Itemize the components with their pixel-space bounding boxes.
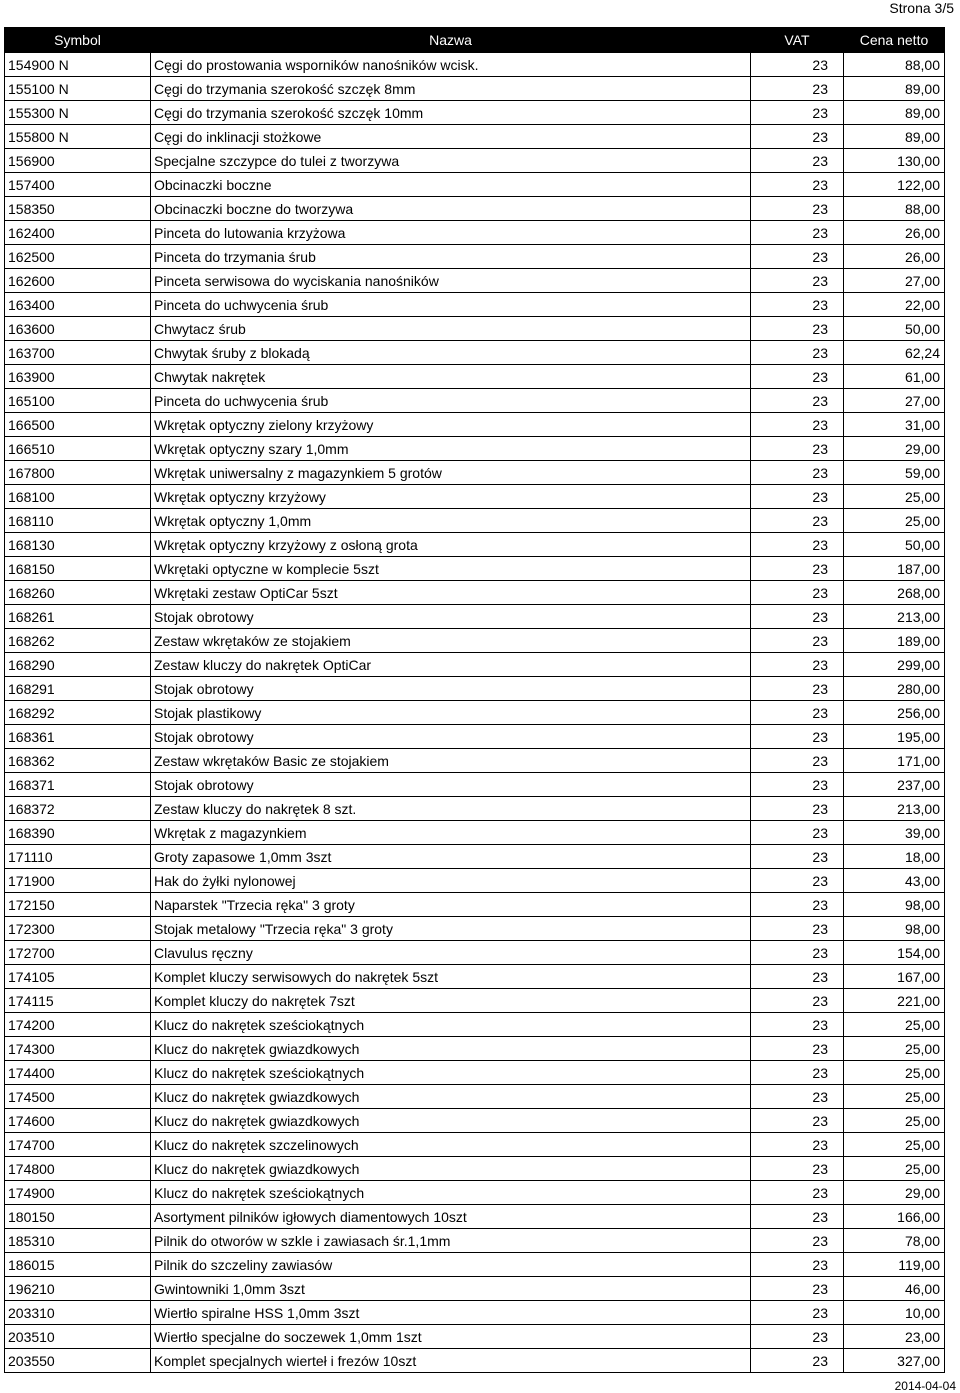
table-row: [5, 797, 945, 821]
cell-name: Specjalne szczypce do tulei z tworzywa: [151, 149, 751, 173]
cell-name: Komplet specjalnych wierteł i frezów 10szt: [151, 1349, 751, 1373]
cell-price: 327,00: [844, 1349, 945, 1373]
cell-price: 27,00: [844, 389, 945, 413]
cell-name: Wkrętak optyczny 1,0mm: [151, 509, 751, 533]
cell-name: Klucz do nakrętek sześciokątnych: [151, 1061, 751, 1085]
cell-vat: 23: [751, 485, 844, 509]
cell-vat: 23: [751, 1205, 844, 1229]
table-row: [5, 197, 945, 221]
cell-name: Obcinaczki boczne do tworzywa: [151, 197, 751, 221]
cell-symbol: 171110: [5, 845, 151, 869]
cell-symbol: 163900: [5, 365, 151, 389]
cell-symbol: 203510: [5, 1325, 151, 1349]
table-row: [5, 1325, 945, 1349]
cell-symbol: 172700: [5, 941, 151, 965]
table-row: [5, 413, 945, 437]
cell-price: 154,00: [844, 941, 945, 965]
cell-symbol: 168260: [5, 581, 151, 605]
cell-vat: 23: [751, 1061, 844, 1085]
cell-name: Pinceta do lutowania krzyżowa: [151, 221, 751, 245]
cell-price: 50,00: [844, 533, 945, 557]
table-row: [5, 965, 945, 989]
table-row: [5, 557, 945, 581]
table-row: [5, 1061, 945, 1085]
cell-symbol: 174900: [5, 1181, 151, 1205]
table-row: [5, 101, 945, 125]
cell-name: Hak do żyłki nylonowej: [151, 869, 751, 893]
table-row: [5, 293, 945, 317]
cell-symbol: 162600: [5, 269, 151, 293]
cell-vat: 23: [751, 917, 844, 941]
cell-vat: 23: [751, 893, 844, 917]
cell-symbol: 174400: [5, 1061, 151, 1085]
cell-symbol: 158350: [5, 197, 151, 221]
cell-vat: 23: [751, 845, 844, 869]
table-row: [5, 317, 945, 341]
cell-price: 299,00: [844, 653, 945, 677]
cell-price: 213,00: [844, 797, 945, 821]
table-row: [5, 773, 945, 797]
cell-price: 18,00: [844, 845, 945, 869]
cell-name: Stojak plastikowy: [151, 701, 751, 725]
cell-symbol: 174700: [5, 1133, 151, 1157]
table-row: [5, 485, 945, 509]
cell-vat: 23: [751, 605, 844, 629]
cell-price: 89,00: [844, 77, 945, 101]
cell-price: 119,00: [844, 1253, 945, 1277]
cell-vat: 23: [751, 1325, 844, 1349]
cell-name: Pilnik do otworów w szkle i zawiasach śr.1,1mm: [151, 1229, 751, 1253]
cell-symbol: 168130: [5, 533, 151, 557]
cell-price: 25,00: [844, 485, 945, 509]
cell-vat: 23: [751, 1277, 844, 1301]
cell-symbol: 174105: [5, 965, 151, 989]
cell-name: Klucz do nakrętek gwiazdkowych: [151, 1085, 751, 1109]
cell-price: 43,00: [844, 869, 945, 893]
cell-symbol: 174200: [5, 1013, 151, 1037]
cell-price: 26,00: [844, 245, 945, 269]
cell-name: Klucz do nakrętek sześciokątnych: [151, 1181, 751, 1205]
cell-vat: 23: [751, 173, 844, 197]
table-row: [5, 725, 945, 749]
cell-vat: 23: [751, 1013, 844, 1037]
cell-symbol: 162400: [5, 221, 151, 245]
cell-symbol: 155300 N: [5, 101, 151, 125]
cell-price: 50,00: [844, 317, 945, 341]
cell-name: Stojak obrotowy: [151, 677, 751, 701]
cell-name: Chwytak nakrętek: [151, 365, 751, 389]
table-row: [5, 245, 945, 269]
cell-price: 26,00: [844, 221, 945, 245]
cell-vat: 23: [751, 725, 844, 749]
cell-name: Zestaw wkrętaków Basic ze stojakiem: [151, 749, 751, 773]
cell-vat: 23: [751, 941, 844, 965]
cell-name: Wkrętak optyczny krzyżowy z osłoną grota: [151, 533, 751, 557]
cell-symbol: 167800: [5, 461, 151, 485]
table-row: [5, 1085, 945, 1109]
cell-name: Stojak obrotowy: [151, 605, 751, 629]
cell-name: Zestaw wkrętaków ze stojakiem: [151, 629, 751, 653]
cell-price: 189,00: [844, 629, 945, 653]
price-list-table: [4, 27, 945, 1373]
cell-price: 221,00: [844, 989, 945, 1013]
cell-symbol: 168292: [5, 701, 151, 725]
cell-name: Klucz do nakrętek gwiazdkowych: [151, 1157, 751, 1181]
cell-vat: 23: [751, 437, 844, 461]
table-row: [5, 989, 945, 1013]
cell-symbol: 166500: [5, 413, 151, 437]
table-row: [5, 1133, 945, 1157]
cell-symbol: 172150: [5, 893, 151, 917]
cell-name: Cęgi do trzymania szerokość szczęk 8mm: [151, 77, 751, 101]
table-row: [5, 1301, 945, 1325]
cell-price: 25,00: [844, 1157, 945, 1181]
cell-vat: 23: [751, 1037, 844, 1061]
column-header-name: Nazwa: [151, 28, 751, 53]
cell-vat: 23: [751, 1133, 844, 1157]
cell-vat: 23: [751, 1349, 844, 1373]
cell-vat: 23: [751, 53, 844, 77]
cell-price: 25,00: [844, 1085, 945, 1109]
cell-symbol: 168150: [5, 557, 151, 581]
table-row: [5, 365, 945, 389]
cell-price: 280,00: [844, 677, 945, 701]
table-row: [5, 461, 945, 485]
table-row: [5, 389, 945, 413]
table-row: [5, 125, 945, 149]
cell-name: Groty zapasowe 1,0mm 3szt: [151, 845, 751, 869]
cell-vat: 23: [751, 1229, 844, 1253]
cell-symbol: 168261: [5, 605, 151, 629]
cell-price: 171,00: [844, 749, 945, 773]
page-number: Strona 3/5: [889, 0, 954, 16]
cell-symbol: 168100: [5, 485, 151, 509]
cell-vat: 23: [751, 317, 844, 341]
cell-symbol: 196210: [5, 1277, 151, 1301]
table-row: [5, 221, 945, 245]
cell-name: Wkrętaki zestaw OptiCar 5szt: [151, 581, 751, 605]
table-row: [5, 533, 945, 557]
table-row: [5, 1181, 945, 1205]
cell-name: Obcinaczki boczne: [151, 173, 751, 197]
cell-name: Komplet kluczy serwisowych do nakrętek 5szt: [151, 965, 751, 989]
cell-vat: 23: [751, 1181, 844, 1205]
cell-price: 25,00: [844, 509, 945, 533]
column-header-vat: VAT: [751, 28, 844, 53]
cell-vat: 23: [751, 1301, 844, 1325]
cell-symbol: 168262: [5, 629, 151, 653]
cell-symbol: 157400: [5, 173, 151, 197]
cell-symbol: 156900: [5, 149, 151, 173]
cell-vat: 23: [751, 197, 844, 221]
cell-symbol: 171900: [5, 869, 151, 893]
cell-price: 10,00: [844, 1301, 945, 1325]
cell-vat: 23: [751, 389, 844, 413]
table-row: [5, 1229, 945, 1253]
cell-price: 25,00: [844, 1013, 945, 1037]
cell-price: 213,00: [844, 605, 945, 629]
table-row: [5, 941, 945, 965]
cell-vat: 23: [751, 125, 844, 149]
table-row: [5, 581, 945, 605]
table-row: [5, 869, 945, 893]
cell-vat: 23: [751, 989, 844, 1013]
cell-symbol: 155800 N: [5, 125, 151, 149]
table-row: [5, 1037, 945, 1061]
cell-name: Wkrętak optyczny krzyżowy: [151, 485, 751, 509]
cell-symbol: 174800: [5, 1157, 151, 1181]
cell-vat: 23: [751, 701, 844, 725]
column-header-symbol: Symbol: [5, 28, 151, 53]
table-row: [5, 149, 945, 173]
cell-vat: 23: [751, 749, 844, 773]
cell-symbol: 154900 N: [5, 53, 151, 77]
cell-symbol: 186015: [5, 1253, 151, 1277]
cell-symbol: 163400: [5, 293, 151, 317]
table-row: [5, 173, 945, 197]
cell-name: Gwintowniki 1,0mm 3szt: [151, 1277, 751, 1301]
cell-name: Pinceta do uchwycenia śrub: [151, 293, 751, 317]
table-row: [5, 1109, 945, 1133]
cell-vat: 23: [751, 629, 844, 653]
cell-price: 23,00: [844, 1325, 945, 1349]
cell-name: Wkrętak z magazynkiem: [151, 821, 751, 845]
cell-vat: 23: [751, 797, 844, 821]
cell-symbol: 185310: [5, 1229, 151, 1253]
cell-vat: 23: [751, 1109, 844, 1133]
cell-name: Stojak metalowy "Trzecia ręka" 3 groty: [151, 917, 751, 941]
cell-symbol: 155100 N: [5, 77, 151, 101]
cell-price: 27,00: [844, 269, 945, 293]
cell-vat: 23: [751, 509, 844, 533]
cell-name: Wiertło specjalne do soczewek 1,0mm 1szt: [151, 1325, 751, 1349]
cell-price: 31,00: [844, 413, 945, 437]
cell-name: Wkrętak uniwersalny z magazynkiem 5 grotów: [151, 461, 751, 485]
table-row: [5, 341, 945, 365]
cell-price: 122,00: [844, 173, 945, 197]
cell-vat: 23: [751, 293, 844, 317]
cell-name: Clavulus ręczny: [151, 941, 751, 965]
cell-vat: 23: [751, 269, 844, 293]
cell-price: 25,00: [844, 1109, 945, 1133]
cell-price: 39,00: [844, 821, 945, 845]
cell-symbol: 203550: [5, 1349, 151, 1373]
table-row: [5, 677, 945, 701]
cell-symbol: 172300: [5, 917, 151, 941]
cell-name: Wkrętak optyczny zielony krzyżowy: [151, 413, 751, 437]
cell-symbol: 174500: [5, 1085, 151, 1109]
table-row: [5, 1205, 945, 1229]
cell-symbol: 163600: [5, 317, 151, 341]
table-row: [5, 605, 945, 629]
table-row: [5, 53, 945, 77]
cell-vat: 23: [751, 557, 844, 581]
cell-vat: 23: [751, 965, 844, 989]
table-row: [5, 749, 945, 773]
cell-name: Klucz do nakrętek gwiazdkowych: [151, 1037, 751, 1061]
cell-name: Komplet kluczy do nakrętek 7szt: [151, 989, 751, 1013]
cell-price: 89,00: [844, 101, 945, 125]
cell-vat: 23: [751, 221, 844, 245]
cell-name: Asortyment pilników igłowych diamentowych 10szt: [151, 1205, 751, 1229]
cell-price: 62,24: [844, 341, 945, 365]
cell-price: 25,00: [844, 1133, 945, 1157]
cell-symbol: 168110: [5, 509, 151, 533]
cell-name: Naparstek "Trzecia ręka" 3 groty: [151, 893, 751, 917]
cell-vat: 23: [751, 581, 844, 605]
table-row: [5, 1277, 945, 1301]
cell-name: Pinceta do uchwycenia śrub: [151, 389, 751, 413]
table-row: [5, 893, 945, 917]
cell-vat: 23: [751, 245, 844, 269]
print-date: 2014-04-04: [894, 1379, 956, 1393]
cell-price: 98,00: [844, 917, 945, 941]
table-row: [5, 701, 945, 725]
table-row: [5, 917, 945, 941]
cell-symbol: 168290: [5, 653, 151, 677]
cell-name: Chwytacz śrub: [151, 317, 751, 341]
cell-vat: 23: [751, 461, 844, 485]
table-row: [5, 1013, 945, 1037]
cell-symbol: 168291: [5, 677, 151, 701]
cell-price: 88,00: [844, 197, 945, 221]
cell-vat: 23: [751, 533, 844, 557]
cell-name: Chwytak śruby z blokadą: [151, 341, 751, 365]
cell-vat: 23: [751, 413, 844, 437]
cell-vat: 23: [751, 341, 844, 365]
cell-symbol: 168361: [5, 725, 151, 749]
cell-price: 78,00: [844, 1229, 945, 1253]
cell-price: 29,00: [844, 1181, 945, 1205]
cell-symbol: 168390: [5, 821, 151, 845]
cell-vat: 23: [751, 1157, 844, 1181]
cell-name: Klucz do nakrętek gwiazdkowych: [151, 1109, 751, 1133]
cell-vat: 23: [751, 653, 844, 677]
table-row: [5, 77, 945, 101]
cell-vat: 23: [751, 821, 844, 845]
cell-symbol: 168362: [5, 749, 151, 773]
table-row: [5, 1157, 945, 1181]
cell-name: Zestaw kluczy do nakrętek 8 szt.: [151, 797, 751, 821]
cell-name: Wiertło spiralne HSS 1,0mm 3szt: [151, 1301, 751, 1325]
cell-price: 89,00: [844, 125, 945, 149]
cell-symbol: 180150: [5, 1205, 151, 1229]
table-header: [5, 28, 945, 53]
cell-name: Stojak obrotowy: [151, 725, 751, 749]
cell-price: 166,00: [844, 1205, 945, 1229]
table-row: [5, 653, 945, 677]
cell-price: 237,00: [844, 773, 945, 797]
cell-price: 167,00: [844, 965, 945, 989]
cell-name: Pinceta do trzymania śrub: [151, 245, 751, 269]
cell-name: Stojak obrotowy: [151, 773, 751, 797]
cell-price: 25,00: [844, 1037, 945, 1061]
cell-vat: 23: [751, 77, 844, 101]
cell-name: Klucz do nakrętek szczelinowych: [151, 1133, 751, 1157]
cell-vat: 23: [751, 869, 844, 893]
cell-price: 98,00: [844, 893, 945, 917]
cell-name: Pinceta serwisowa do wyciskania nanośników: [151, 269, 751, 293]
cell-symbol: 174300: [5, 1037, 151, 1061]
cell-price: 195,00: [844, 725, 945, 749]
cell-name: Klucz do nakrętek sześciokątnych: [151, 1013, 751, 1037]
cell-price: 61,00: [844, 365, 945, 389]
table-row: [5, 437, 945, 461]
table-row: [5, 269, 945, 293]
cell-symbol: 162500: [5, 245, 151, 269]
cell-vat: 23: [751, 365, 844, 389]
cell-price: 22,00: [844, 293, 945, 317]
cell-vat: 23: [751, 1253, 844, 1277]
cell-vat: 23: [751, 101, 844, 125]
column-header-price: Cena netto: [844, 28, 945, 53]
cell-name: Cęgi do inklinacji stożkowe: [151, 125, 751, 149]
cell-symbol: 165100: [5, 389, 151, 413]
cell-price: 268,00: [844, 581, 945, 605]
table-row: [5, 821, 945, 845]
cell-vat: 23: [751, 677, 844, 701]
cell-symbol: 174600: [5, 1109, 151, 1133]
table-row: [5, 1253, 945, 1277]
cell-name: Pilnik do szczeliny zawiasów: [151, 1253, 751, 1277]
cell-price: 25,00: [844, 1061, 945, 1085]
cell-price: 46,00: [844, 1277, 945, 1301]
table-row: [5, 509, 945, 533]
cell-name: Zestaw kluczy do nakrętek OptiCar: [151, 653, 751, 677]
cell-vat: 23: [751, 149, 844, 173]
cell-price: 187,00: [844, 557, 945, 581]
cell-name: Wkrętaki optyczne w komplecie 5szt: [151, 557, 751, 581]
cell-symbol: 168372: [5, 797, 151, 821]
cell-symbol: 203310: [5, 1301, 151, 1325]
cell-symbol: 168371: [5, 773, 151, 797]
cell-name: Wkrętak optyczny szary 1,0mm: [151, 437, 751, 461]
cell-price: 256,00: [844, 701, 945, 725]
cell-symbol: 163700: [5, 341, 151, 365]
cell-vat: 23: [751, 1085, 844, 1109]
cell-vat: 23: [751, 773, 844, 797]
cell-name: Cęgi do prostowania wsporników nanośników wcisk.: [151, 53, 751, 77]
cell-symbol: 166510: [5, 437, 151, 461]
table-row: [5, 1349, 945, 1373]
table-row: [5, 845, 945, 869]
header-row: [5, 28, 945, 53]
cell-symbol: 174115: [5, 989, 151, 1013]
table-row: [5, 629, 945, 653]
cell-name: Cęgi do trzymania szerokość szczęk 10mm: [151, 101, 751, 125]
cell-price: 29,00: [844, 437, 945, 461]
cell-price: 130,00: [844, 149, 945, 173]
cell-price: 88,00: [844, 53, 945, 77]
table-body: [5, 53, 945, 1373]
cell-price: 59,00: [844, 461, 945, 485]
